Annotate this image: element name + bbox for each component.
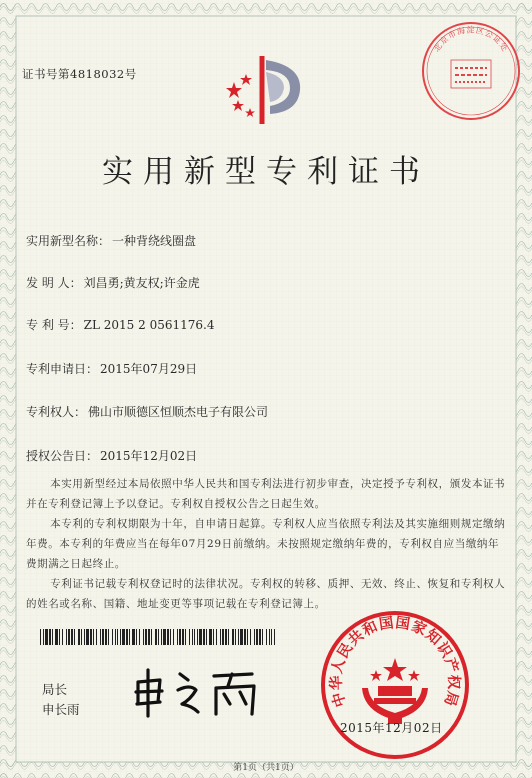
- certificate-number: 证书号第4818032号: [22, 67, 137, 81]
- field-value: ZL 2015 2 0561176.4: [83, 318, 215, 332]
- field-label: 专利申请日：: [26, 362, 99, 376]
- field-patentee: [26, 403, 268, 420]
- signature-labels: [42, 680, 80, 720]
- director-title: 局长: [42, 682, 68, 697]
- field-utility-model-name: [26, 232, 196, 249]
- field-patent-number: [26, 316, 214, 333]
- notary-seal: [418, 18, 524, 124]
- national-ip-office-seal: [318, 608, 472, 762]
- certificate-body: [26, 474, 506, 614]
- field-value: 佛山市顺德区恒顺杰电子有限公司: [88, 405, 269, 419]
- field-label: 专 利 号：: [26, 318, 82, 332]
- field-value: 刘昌勇;黄友权;许金虎: [83, 276, 200, 290]
- field-value: 一种背绕线圈盘: [112, 234, 197, 248]
- national-emblem-icon: [362, 658, 428, 724]
- field-grant-date: [26, 447, 197, 464]
- field-inventor: [26, 274, 200, 291]
- body-paragraph: 本实用新型经过本局依照中华人民共和国专利法进行初步审查，决定授予专利权，颁发本证书并在专利登记簿上予以登记。专利权自授权公告之日起生效。: [26, 478, 506, 510]
- certificate-title: 实用新型专利证书: [102, 154, 430, 190]
- director-name: 申长雨: [42, 702, 80, 717]
- field-label: 授权公告日：: [26, 449, 99, 463]
- field-label: 专利权人：: [26, 405, 87, 419]
- field-value: 2015年07月29日: [100, 362, 198, 376]
- page-number: 第1页（共1页）: [233, 763, 299, 773]
- barcode: [40, 629, 275, 645]
- issue-date: 2015年12月02日: [340, 721, 443, 735]
- field-label: 发 明 人：: [26, 276, 82, 290]
- seal-text: 中华人民共和国国家知识产权局: [328, 615, 462, 709]
- svg-text:北京市海淀区公证处: [431, 24, 511, 53]
- field-filing-date: [26, 360, 197, 377]
- handwritten-signature: [128, 660, 278, 720]
- notary-seal-text: 北京市海淀区公证处: [432, 25, 510, 54]
- field-label: 实用新型名称：: [26, 234, 111, 248]
- body-paragraph: 专利证书记载专利权登记时的法律状况。专利权的转移、质押、无效、终止、恢复和专利权人的姓名或名称、国籍、地址变更等事项记载在专利登记簿上。: [26, 578, 506, 610]
- field-value: 2015年12月02日: [100, 449, 198, 463]
- body-paragraph: 本专利的专利权期限为十年，自申请日起算。专利权人应当依照专利法及其实施细则规定缴纳年费。本专利的年费应当在每年07月29日前缴纳。未按照规定缴纳年费的，专利权自应当缴纳年费期满之日起终止。: [26, 518, 506, 570]
- patent-office-logo-icon: [214, 50, 314, 130]
